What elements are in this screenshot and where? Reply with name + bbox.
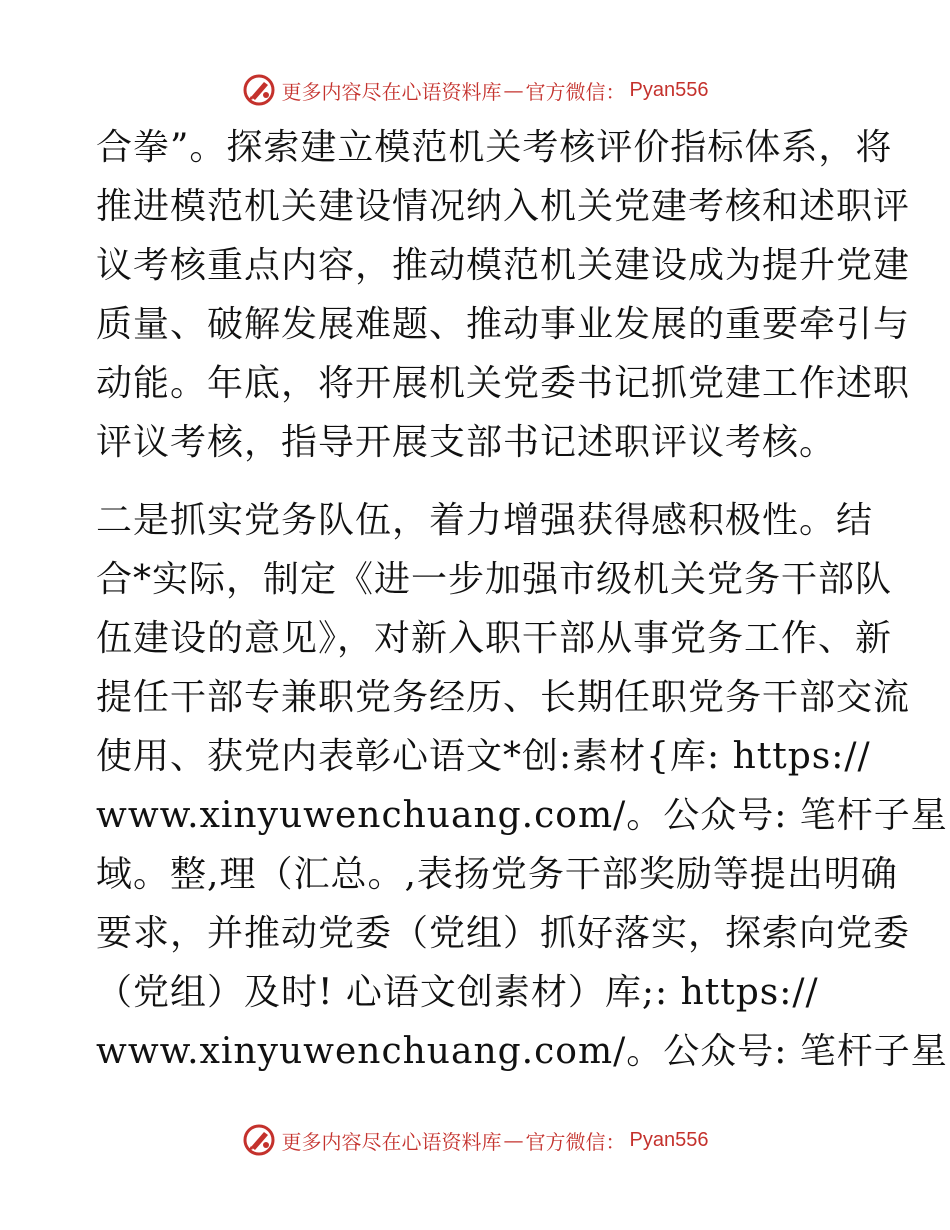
separator: — (503, 78, 524, 102)
wechat-id: Pyan556 (629, 78, 709, 101)
site-slogan: 更多内容尽在心语资料库 (281, 79, 502, 104)
text-line: 动能。年底，将开展机关党委书记抓党建工作述职 (96, 363, 911, 404)
paragraph-1 (96, 118, 911, 472)
text-line: 使用、获党内表彰心语文*创:素材{库: https:// (96, 736, 871, 777)
brand-logo-icon (242, 1123, 276, 1157)
text-line: 要求，并推动党委（党组）抓好落实，探索向党委 (96, 913, 911, 954)
text-line: 伍建设的意见》，对新入职干部从事党务工作、新 (96, 618, 893, 659)
wechat-label: 官方微信： (525, 79, 626, 104)
header-banner (0, 70, 950, 110)
text-line: 合*实际，制定《进一步加强市级机关党务干部队 (96, 559, 893, 600)
text-line: （党组）及时! 心语文创素材）库;: https:// (96, 972, 819, 1013)
document-body (96, 118, 948, 1081)
brand-logo-icon (242, 73, 276, 107)
footer-banner (0, 1120, 950, 1160)
text-line: 域。整,理（汇总。,表扬党务干部奖励等提出明确 (96, 854, 898, 895)
wechat-label: 官方微信： (525, 1129, 626, 1154)
text-line: 推进模范机关建设情况纳入机关党建考核和述职评 (96, 186, 911, 227)
text-line: 提任干部专兼职党务经历、长期任职党务干部交流 (96, 677, 911, 718)
text-line: 质量、破解发展难题、推动事业发展的重要牵引与 (96, 304, 911, 345)
text-line: www.xinyuwenchuang.com/。公众号: 笔杆子星 (96, 1031, 948, 1072)
separator: — (503, 1128, 524, 1152)
text-line: 评议考核，指导开展支部书记述职评议考核。 (96, 422, 837, 463)
text-line: www.xinyuwenchuang.com/。公众号: 笔杆子星 (96, 795, 948, 836)
paragraph-2 (96, 491, 948, 1081)
text-line: 二是抓实党务队伍，着力增强获得感积极性。结 (96, 500, 874, 541)
wechat-id: Pyan556 (629, 1128, 709, 1151)
site-slogan: 更多内容尽在心语资料库 (281, 1129, 502, 1154)
text-line: 议考核重点内容，推动模范机关建设成为提升党建 (96, 245, 911, 286)
paragraph-gap (96, 472, 856, 491)
text-line: 合拳”。探索建立模范机关考核评价指标体系，将 (96, 127, 893, 168)
